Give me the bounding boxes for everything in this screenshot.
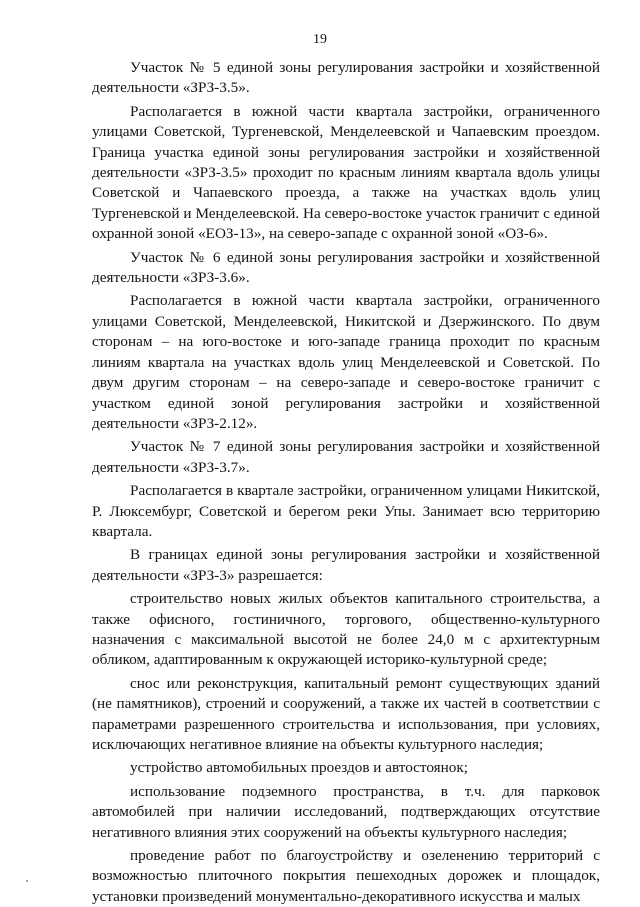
paragraph-zone-3-7-description: Располагается в квартале застройки, ограниченном улицами Никитской, Р. Люксембург, Советской и берегом реки Упы. Занимает всю территорию квартала. — [92, 482, 600, 540]
scan-speck — [26, 880, 28, 882]
list-item-new-construction: строительство новых жилых объектов капитального строительства, а также офисного, гостиничного, торгового, общественно-культурного назначения с максимальной высотой не более 24,0 м с архитектурным обликом, адаптированным к окружающей историко-культурной среде; — [92, 590, 600, 669]
list-item-underground-space: использование подземного пространства, в т.ч. для парковок автомобилей при наличии исследований, подтверждающих отсутствие негативного влияния этих сооружений на объекты культурного наследия; — [92, 782, 600, 841]
document-body — [92, 58, 600, 907]
paragraph-zone-3-7-heading: Участок № 7 единой зоны регулирования застройки и хозяйственной деятельности «ЗРЗ-3.7». — [92, 438, 600, 476]
paragraph-zone-3-5-heading: Участок № 5 единой зоны регулирования застройки и хозяйственной деятельности «ЗРЗ-3.5». — [92, 59, 600, 97]
paragraph-zone-3-6-heading: Участок № 6 единой зоны регулирования застройки и хозяйственной деятельности «ЗРЗ-3.6». — [92, 248, 600, 287]
paragraph-permitted-intro: В границах единой зоны регулирования застройки и хозяйственной деятельности «ЗРЗ-3» разрешается: — [92, 546, 600, 584]
page-number: 19 — [313, 32, 327, 47]
list-item-demolition-reconstruction: снос или реконструкция, капитальный ремонт существующих зданий (не памятников), строений и сооружений, а также их частей в соответствии с параметрами разрешенного строительства и использования, при условиях, исключающих негативное влияние на объекты культурного наследия; — [92, 674, 600, 753]
paragraph-zone-3-6-description: Располагается в южной части квартала застройки, ограниченного улицами Советской, Менделеевской, Никитской и Дзержинского. По двум сторонам – на юго-востоке и юго-западе граница проходит по красным линиям квартала на участках вдоль улиц Менделеевской и Советской. По двум другим сторонам – на северо-западе и северо-востоке граничит с участком единой зоной регулирования застройки и хозяйственной деятельности «ЗРЗ-2.12». — [92, 292, 600, 432]
paragraph-zone-3-5-description: Располагается в южной части квартала застройки, ограниченного улицами Советской, Тургеневской, Менделеевской и Чапаевским проездом. Граница участка единой зоны регулирования застройки и хозяйственной деятельности «ЗРЗ-3.5» проходит по красным линиям квартала вдоль улицы Советской и Чапаевского проезда, а также на участках вдоль улиц Тургеневской и Менделеевской. На северо-востоке участок граничит с единой охранной зоной «ЕОЗ-13», на северо-западе с охранной зоной «ОЗ-6». — [92, 102, 600, 243]
list-item-driveways-parking: устройство автомобильных проездов и автостоянок; — [130, 759, 468, 777]
list-item-landscaping: проведение работ по благоустройству и озеленению территорий с возможностью плиточного покрытия пешеходных дорожек и площадок, установки произведений монументально-декоративного искусства и малых — [92, 847, 600, 905]
